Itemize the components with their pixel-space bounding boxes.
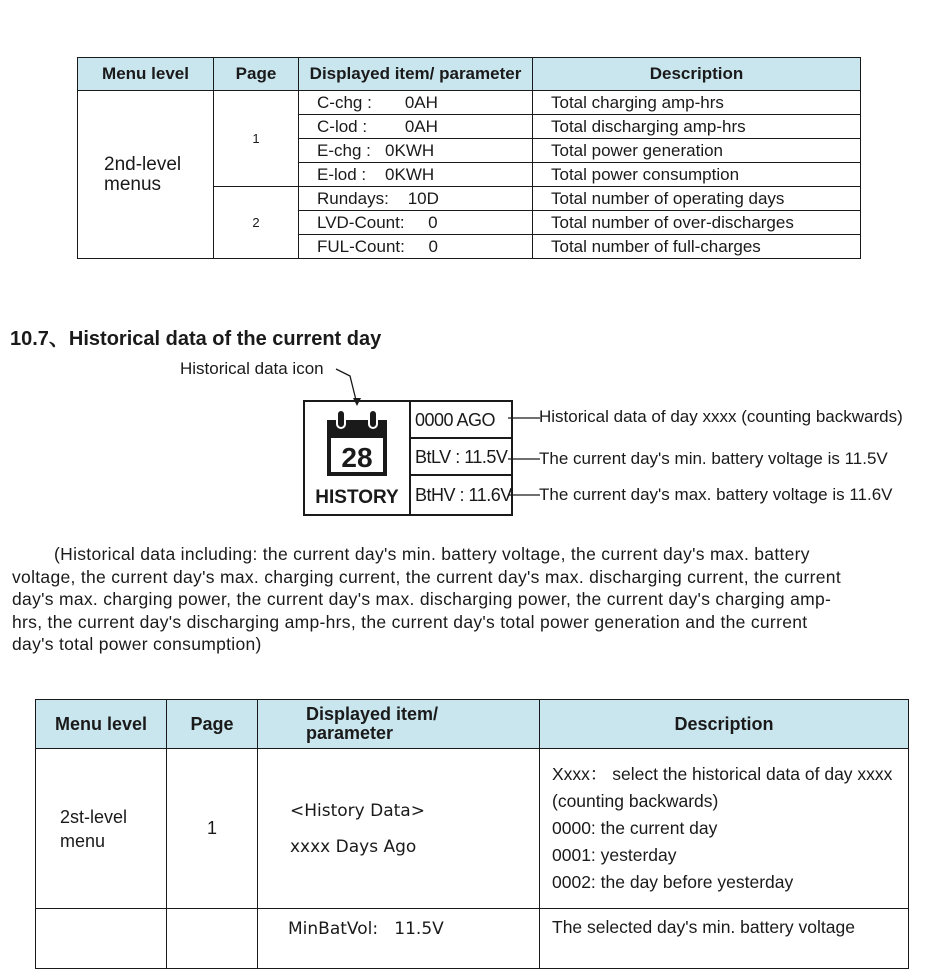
note-min-voltage: The current day's min. battery voltage is 11.5V [539, 449, 888, 468]
param-cell: MinBatVol: 11.5V [258, 909, 540, 969]
desc-cell: Total number of full-charges [533, 235, 861, 259]
desc-line: (counting backwards) [552, 791, 719, 811]
header-menu-level: Menu level [36, 700, 167, 749]
page-cell-2: 2 [214, 187, 299, 259]
calendar-day: 28 [341, 442, 373, 473]
paragraph-line: voltage, the current day's max. charging current, the current day's max. discharging current, the current [12, 566, 841, 587]
history-label: HISTORY [315, 487, 399, 508]
menu-level-line2: menu [60, 830, 106, 851]
table-header-row [36, 700, 909, 749]
note-days-ago: Historical data of day xxxx (counting backwards) [539, 407, 903, 426]
paragraph-line: day's max. charging power, the current day's max. discharging power, the current day's charging amp- [12, 589, 832, 610]
desc-line: 0002: the day before yesterday [552, 872, 794, 892]
menu-level-cell [78, 91, 214, 259]
param-cell [258, 749, 540, 909]
param-cell: LVD-Count: 0 [299, 211, 533, 235]
history-display [303, 400, 513, 516]
param-cell: Rundays: 10D [299, 187, 533, 211]
desc-line: 0001: yesterday [552, 845, 677, 865]
header-description: Description [533, 58, 861, 91]
param-line: <History Data> [290, 800, 425, 821]
calendar-icon [325, 408, 389, 478]
page-cell [167, 909, 258, 969]
desc-cell [540, 749, 909, 909]
table-row [36, 749, 909, 909]
menu-table-2nd-level [77, 57, 861, 259]
menu-table-history [35, 699, 909, 969]
page-cell: 1 [167, 749, 258, 909]
desc-cell: Total power consumption [533, 163, 861, 187]
table-row [78, 91, 861, 115]
min-voltage-cell: BtLV : 11.5V [411, 439, 513, 476]
desc-cell: Total number of over-discharges [533, 211, 861, 235]
menu-level-line1: 2nd-level [104, 153, 182, 175]
param-cell: E-lod : 0KWH [299, 163, 533, 187]
max-voltage-cell: BtHV : 11.6V [415, 485, 512, 505]
menu-level-cell [36, 749, 167, 909]
days-ago-cell: 0000 AGO [411, 402, 513, 439]
header-menu-level: Menu level [78, 58, 214, 91]
param-cell: E-chg : 0KWH [299, 139, 533, 163]
header-parameter-line2: parameter [306, 723, 394, 743]
section-heading: 10.7、Historical data of the current day [10, 328, 382, 350]
callout-lines [508, 400, 542, 510]
paragraph-line: day's total power consumption) [12, 634, 262, 655]
desc-cell: Total charging amp-hrs [533, 91, 861, 115]
header-parameter: Displayed item/ parameter [299, 58, 533, 91]
menu-level-line2: menus [104, 173, 162, 195]
desc-line: Xxxx： select the historical data of day xxxx [552, 764, 893, 784]
page-cell-1: 1 [214, 91, 299, 187]
desc-line: 0000: the current day [552, 818, 718, 838]
menu-level-cell [36, 909, 167, 969]
desc-cell: Total discharging amp-hrs [533, 115, 861, 139]
param-cell: C-chg : 0AH [299, 91, 533, 115]
menu-level-line1: 2st-level [60, 806, 128, 827]
historical-data-paragraph [12, 543, 937, 656]
param-line: xxxx Days Ago [290, 836, 417, 857]
paragraph-line: hrs, the current day's discharging amp-hrs, the current day's total power generation and the current [12, 611, 808, 632]
table-header-row [78, 58, 861, 91]
param-cell: FUL-Count: 0 [299, 235, 533, 259]
table-row [36, 909, 909, 969]
desc-cell: The selected day's min. battery voltage [540, 909, 909, 969]
icon-callout-label: Historical data icon [180, 359, 324, 378]
history-icon-panel [305, 402, 411, 514]
note-max-voltage: The current day's max. battery voltage is 11.6V [539, 485, 893, 504]
header-description: Description [540, 700, 909, 749]
param-cell: C-lod : 0AH [299, 115, 533, 139]
desc-cell: Total power generation [533, 139, 861, 163]
header-page: Page [214, 58, 299, 91]
header-page: Page [167, 700, 258, 749]
header-parameter-line1: Displayed item/ [306, 704, 439, 724]
header-parameter [258, 700, 540, 749]
desc-cell: Total number of operating days [533, 187, 861, 211]
paragraph-line: (Historical data including: the current day's min. battery voltage, the current day's max. battery [54, 544, 810, 564]
